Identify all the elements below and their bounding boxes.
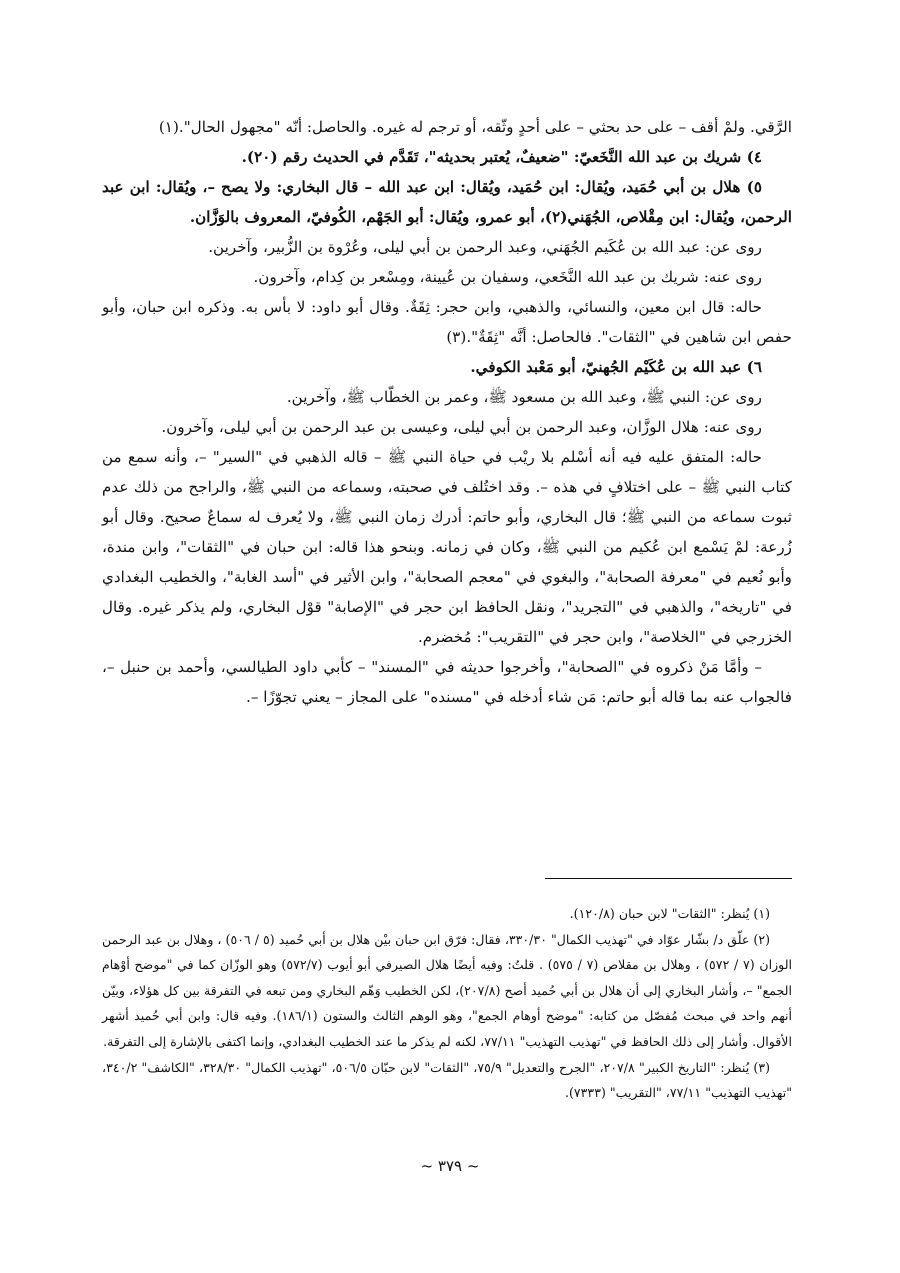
status-paragraph: حاله: قال ابن معين، والنسائي، والذهبي، وابن حجر: ثِقَةٌ. وقال أبو داود: لا بأس به. وذكره ابن حبان، وأبو حفص ابن شاهين في "الثقات". فالحاصل: أنَّه "ثِقَةٌ".(٣) xyxy=(102,298,792,346)
footnotes xyxy=(102,901,792,1106)
narrator-6-heading: ٦) عبد الله بن عُكَيْم الجُهنيّ، أبو مَعْبد الكوفي. xyxy=(470,358,762,376)
footnote-1: (١) يُنظر: "الثقات" لابن حبان (١٢٠/٨). xyxy=(569,906,770,921)
narrated-from-line: روى عن: النبي ﷺ، وعبد الله بن مسعود ﷺ، وعمر بن الخطّاب ﷺ، وآخرين. xyxy=(286,388,762,406)
paragraph: – وأمَّا مَنْ ذكروه في "الصحابة"، وأخرجوا حديثه في "المسند" – كأبي داود الطيالسي، وأحمد بن حنبل –، فالجواب عنه بما قاله أبو حاتم: مَن شاء أدخله في "مسنده" على المجاز – يعني تجوّزًا –. xyxy=(102,658,792,706)
narrated-by-line: روى عنه: هلال الوزَّان، وعبد الرحمن بن أبي ليلى، وعيسى بن عبد الرحمن بن أبي ليلى، وآخرون. xyxy=(161,418,762,436)
footnote-3: (٣) يُنظر: "التاريخ الكبير" ٢٠٧/٨، "الجرح والتعديل" ٧٥/٩، "الثقات" لابن حبّان ٥٠٦/٥، "تهذيب الكمال" ٣٢٨/٣٠، "الكاشف" ٣٤٠/٢، "تهذيب التهذيب" ٧٧/١١، "التقريب" (٧٣٣٣). xyxy=(102,1059,792,1101)
main-text xyxy=(102,112,792,712)
narrator-5-heading: ٥) هلال بن أبي حُمَيد، ويُقال: ابن حُمَيد، ويُقال: ابن عبد الله – قال البخاري: ولا يصح –، ويُقال: ابن عبد الرحمن، ويُقال: ابن مِقْلاص، الجُهَني(٢)، أبو عمرو، ويُقال: أبو الجَهْم، الكُوفيّ، المعروف بالوَزَّان. xyxy=(102,178,792,226)
page-number: ~ ٣٧٩ ~ xyxy=(420,1157,480,1175)
status-paragraph: حاله: المتفق عليه فيه أنه أسْلم بلا ريْب في حياة النبي ﷺ – قاله الذهبي في "السير" –، وأنه سمع من كتاب النبي ﷺ – على اختلافٍ في هذه –. وقد اختُلف في صحبته، وسماعه من النبي ﷺ، والراجح من ذلك عدم ثبوت سماعه من النبي ﷺ؛ قال البخاري، وأبو حاتم: أدرك زمان النبي ﷺ، ولا يُعرف له سماعٌ صحيح. وقال أبو زُرعة: لمْ يَسْمع ابن عُكيم من النبي ﷺ، وكان في زمانه. وبنحو هذا قاله: ابن حبان في "الثقات"، وابن مندة، وأبو نُعيم في "معرفة الصحابة"، والبغوي في "معجم الصحابة"، وابن الأثير في "أسد الغابة"، والخطيب البغدادي في "تاريخه"، والذهبي في "التجريد"، ونقل الحافظ ابن حجر في "الإصابة" قوْل البخاري، ولم يذكر غيره. وقال الخزرجي في "الخلاصة"، وابن حجر في "التقريب": مُخضرم. xyxy=(102,448,792,646)
narrated-from-line: روى عن: عبد الله بن عُكَيم الجُهَني، وعبد الرحمن بن أبي ليلى، وعُرْوة بن الزُّبير، وآخرين. xyxy=(208,238,762,256)
narrator-4-line: ٤) شريك بن عبد الله النَّخَعيّ: "ضعيفٌ، يُعتبر بحديثه"، تَقَدَّم في الحديث رقم (٢٠). xyxy=(241,148,762,166)
footnote-separator xyxy=(545,878,792,879)
footnote-2: (٢) علّق د/ بشّار عوّاد في "تهذيب الكمال" ٣٣٠/٣٠، فقال: فرّق ابن حبان بيْن هلال بن أبي حُميد (٥ / ٥٠٦) ، وهلال بن عبد الرحمن الوزان (٧ / ٥٧٢) ، وهلال بن مقلاص (٧ / ٥٧٥) . قلتُ: وفيه أيضًا هلال الصيرفي أبو أيوب (٥٧٢/٧) وهو الوزّان كما في "موضح أوْهام الجمع" –، وأشار البخاري إلى أن هلال بن أبي حُميد أصح (٢٠٧/٨)، لكن الخطيب وَهّم البخاري ومن تبعه في التفرقة بين كل هؤلاء، وبيّن أنهم واحد في مبحث مُفصّل من كتابه: "موضح أوهام الجمع"، وهو الوهم الثالث والستون (١٨٦/١). وفيه قال: وابن أبي حُميد أشهر الأقوال. وأشار إلى ذلك الحافظ في "تهذيب التهذيب" ٧٧/١١، لكنه لم يذكر ما عند الخطيب البغدادي، وإنما اكتفى بالإشارة إلى التفرقة. xyxy=(102,931,793,1049)
narrated-by-line: روى عنه: شريك بن عبد الله النَّخَعي، وسفيان بن عُيينة، ومِسْعر بن كِدام، وآخرون. xyxy=(253,268,762,286)
paragraph: الرَّقي. ولمْ أقف – على حد بحثي – على أحدٍ وثّقه، أو ترجم له غيره. والحاصل: أنّه "مجهول الحال".(١) xyxy=(158,118,792,136)
